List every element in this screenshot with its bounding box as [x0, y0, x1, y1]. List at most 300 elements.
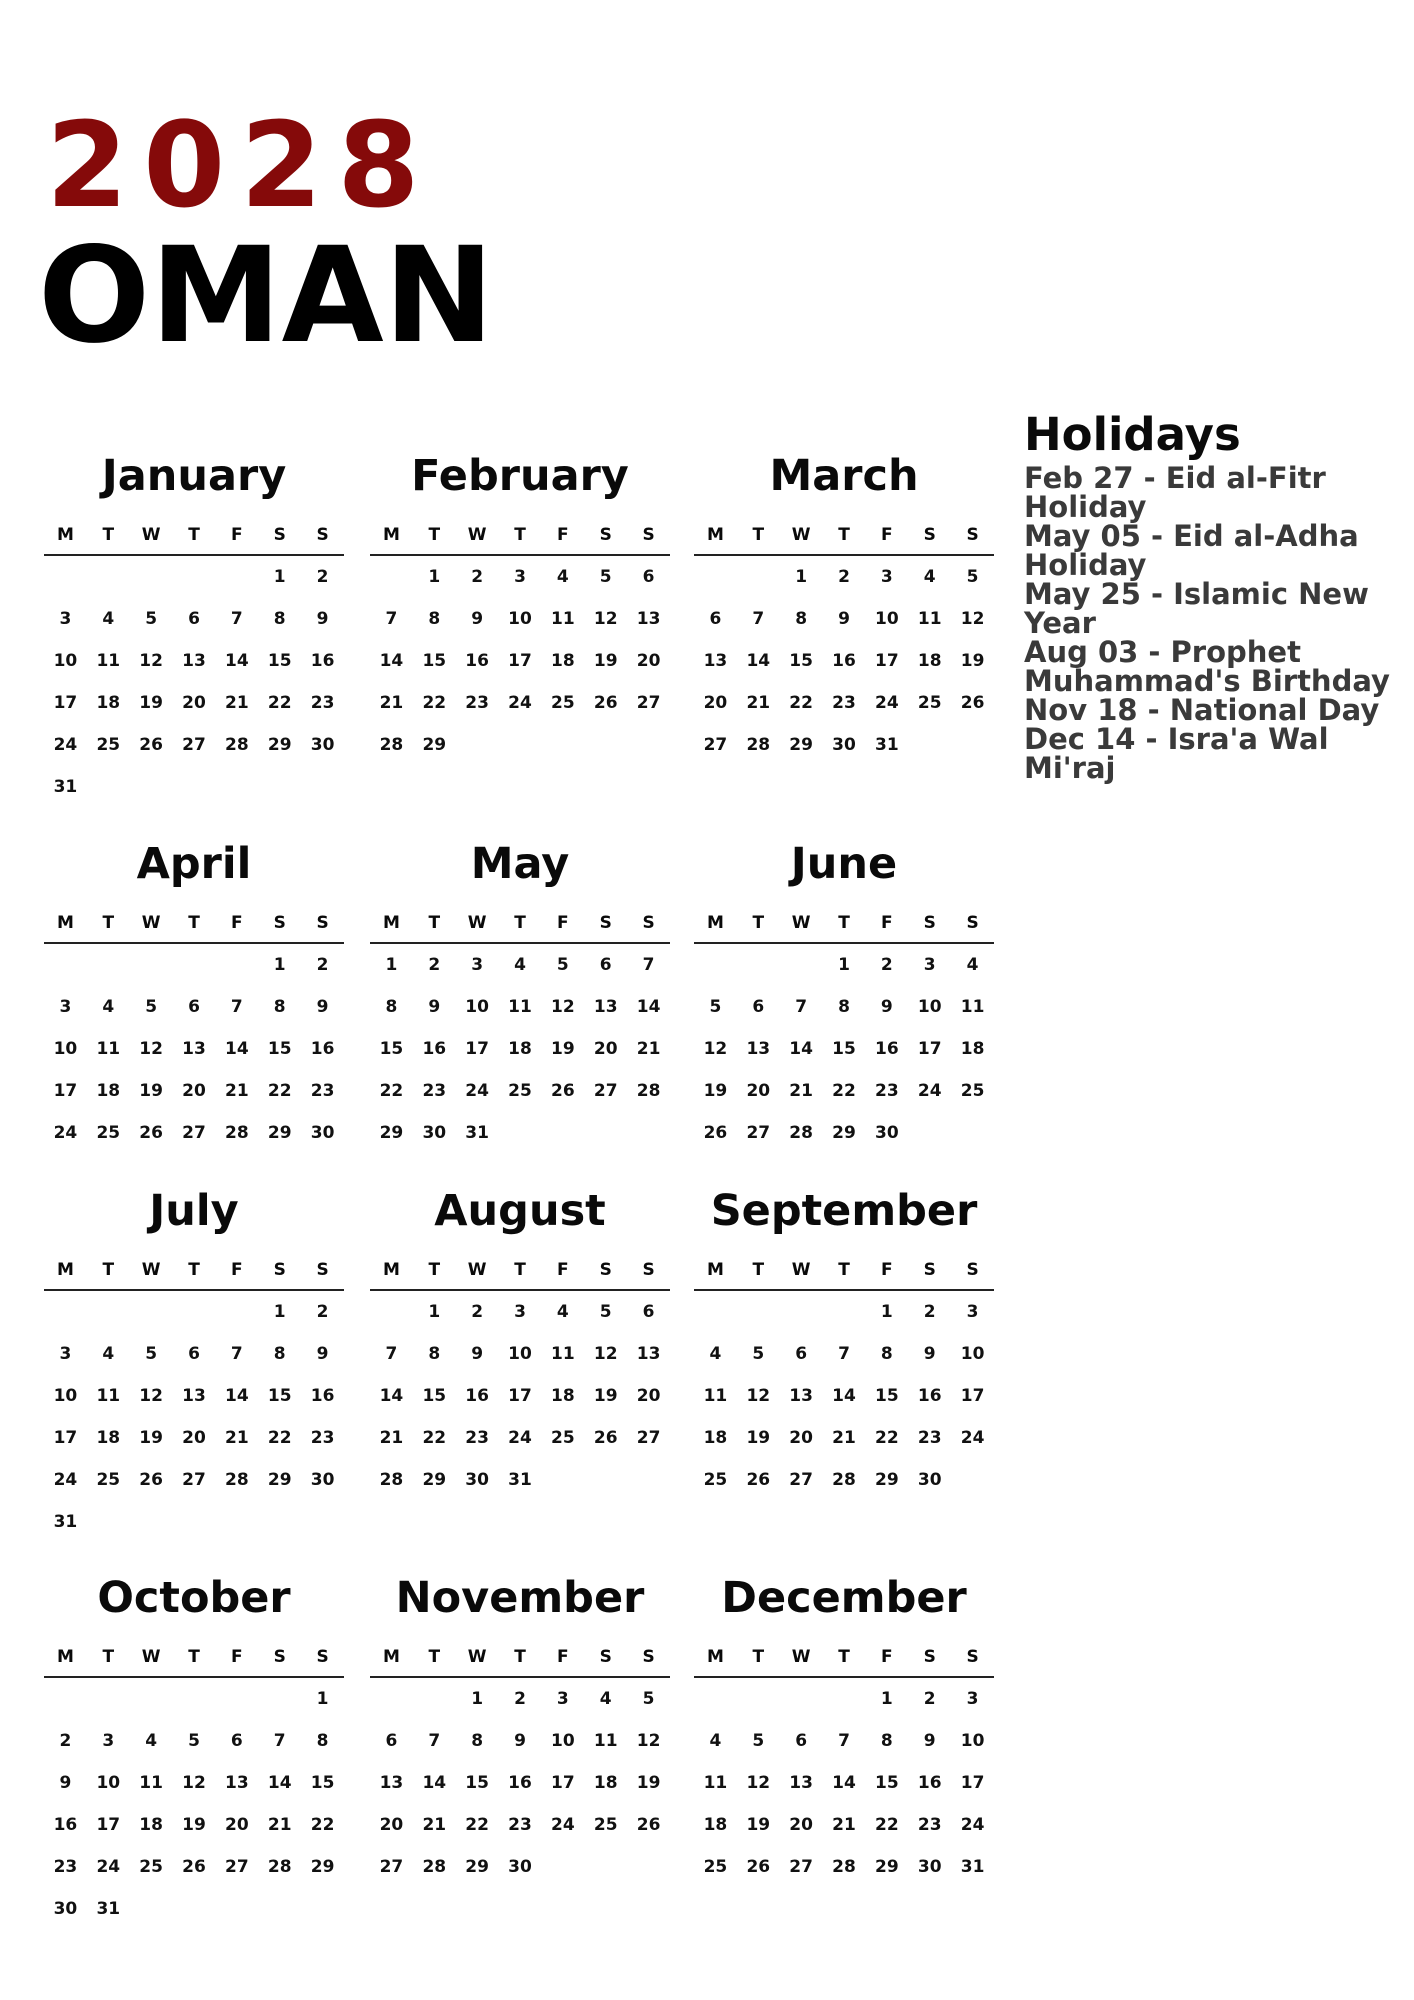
day-cell: 4	[145, 1731, 158, 1751]
day-cell: 21	[832, 1428, 856, 1448]
day-cell: 8	[838, 997, 850, 1017]
day-cell: 4	[966, 955, 979, 975]
day-cell: 30	[917, 1470, 942, 1490]
day-cell: 13	[636, 609, 661, 629]
day-cell: 4	[709, 1344, 722, 1364]
day-cell: 12	[139, 1386, 163, 1406]
day-grid	[370, 1678, 670, 1888]
weekday-header	[44, 1634, 344, 1678]
day-cell: 14	[422, 1773, 447, 1793]
weekday-label: W	[791, 1647, 811, 1667]
day-cell: 19	[746, 1428, 771, 1448]
empty-cell	[215, 1678, 258, 1720]
weekday-label: T	[838, 913, 850, 933]
day-cell: 31	[53, 777, 78, 797]
day-cell: 5	[556, 955, 569, 975]
weekday-label: M	[706, 1647, 724, 1667]
country-title: OMAN	[38, 219, 495, 373]
weekday-header	[694, 1247, 994, 1291]
weekday-label: W	[467, 1260, 487, 1280]
empty-cell	[780, 944, 823, 986]
day-cell: 8	[428, 1344, 441, 1364]
day-cell: 26	[746, 1470, 771, 1490]
empty-cell	[737, 1291, 780, 1333]
month-january	[44, 440, 344, 808]
day-grid	[370, 1291, 670, 1501]
day-cell: 12	[182, 1773, 206, 1793]
month-september	[694, 1175, 994, 1501]
day-cell: 18	[593, 1773, 618, 1793]
day-cell: 20	[182, 693, 206, 713]
empty-cell	[737, 556, 780, 598]
day-cell: 9	[838, 609, 850, 629]
day-cell: 27	[225, 1857, 249, 1877]
day-cell: 6	[752, 997, 765, 1017]
weekday-label: S	[273, 913, 286, 933]
day-cell: 18	[139, 1815, 163, 1835]
day-cell: 30	[422, 1123, 447, 1143]
month-may	[370, 828, 670, 1154]
empty-cell	[370, 1291, 413, 1333]
day-cell: 31	[960, 1857, 985, 1877]
weekday-label: T	[752, 913, 765, 933]
day-cell: 16	[875, 1039, 899, 1059]
day-cell: 3	[966, 1302, 979, 1322]
day-cell: 2	[316, 567, 329, 587]
day-cell: 7	[385, 609, 398, 629]
day-cell: 3	[102, 1731, 115, 1751]
day-grid	[694, 944, 994, 1154]
weekday-label: T	[188, 913, 200, 933]
day-cell: 15	[422, 1386, 447, 1406]
day-cell: 14	[225, 651, 249, 671]
month-name: October	[97, 1573, 291, 1623]
day-cell: 6	[709, 609, 722, 629]
day-cell: 1	[471, 1689, 484, 1709]
day-cell: 16	[917, 1386, 942, 1406]
day-cell: 14	[379, 1386, 404, 1406]
day-cell: 30	[465, 1470, 489, 1490]
day-cell: 20	[182, 1428, 206, 1448]
day-cell: 9	[428, 997, 441, 1017]
day-cell: 6	[188, 1344, 200, 1364]
day-cell: 24	[960, 1428, 985, 1448]
day-cell: 26	[551, 1081, 575, 1101]
weekday-label: S	[273, 1647, 286, 1667]
day-grid	[694, 556, 994, 766]
day-cell: 21	[422, 1815, 447, 1835]
weekday-label: M	[56, 1647, 74, 1667]
day-cell: 27	[593, 1081, 618, 1101]
day-cell: 13	[182, 1039, 206, 1059]
day-cell: 5	[145, 609, 158, 629]
day-cell: 7	[428, 1731, 441, 1751]
day-cell: 11	[551, 1344, 575, 1364]
day-cell: 16	[310, 1386, 335, 1406]
day-cell: 25	[96, 735, 121, 755]
day-cell: 16	[465, 1386, 489, 1406]
day-grid	[44, 1291, 344, 1543]
day-cell: 14	[636, 997, 661, 1017]
day-cell: 31	[465, 1123, 489, 1143]
day-cell: 21	[225, 1428, 249, 1448]
empty-cell	[87, 556, 130, 598]
day-cell: 24	[53, 1123, 78, 1143]
day-cell: 11	[96, 1039, 121, 1059]
day-cell: 12	[960, 609, 985, 629]
weekday-label: S	[642, 525, 655, 545]
day-grid	[370, 556, 670, 766]
day-cell: 6	[385, 1731, 398, 1751]
day-cell: 13	[379, 1773, 404, 1793]
weekday-label: F	[231, 525, 243, 545]
weekday-label: S	[642, 1647, 655, 1667]
day-cell: 16	[310, 1039, 335, 1059]
day-cell: 28	[789, 1123, 813, 1143]
day-cell: 28	[832, 1857, 856, 1877]
day-cell: 16	[422, 1039, 447, 1059]
day-cell: 4	[599, 1689, 612, 1709]
weekday-label: M	[706, 525, 724, 545]
month-name: August	[434, 1186, 606, 1236]
holidays-title: Holidays	[1024, 408, 1241, 461]
day-cell: 19	[139, 1081, 163, 1101]
day-cell: 25	[703, 1470, 728, 1490]
day-cell: 26	[593, 693, 618, 713]
month-name: July	[149, 1186, 239, 1236]
day-cell: 4	[556, 1302, 569, 1322]
day-cell: 26	[703, 1123, 728, 1143]
day-cell: 14	[225, 1039, 249, 1059]
day-cell: 21	[267, 1815, 292, 1835]
weekday-label: T	[752, 1647, 765, 1667]
weekday-header	[694, 512, 994, 556]
weekday-label: W	[141, 525, 161, 545]
weekday-label: F	[881, 913, 893, 933]
day-cell: 4	[102, 997, 115, 1017]
weekday-label: W	[791, 913, 811, 933]
weekday-label: W	[467, 525, 487, 545]
day-cell: 18	[551, 651, 575, 671]
day-cell: 20	[789, 1428, 813, 1448]
day-cell: 26	[593, 1428, 618, 1448]
day-cell: 19	[182, 1815, 206, 1835]
day-cell: 23	[310, 693, 335, 713]
day-grid	[44, 1678, 344, 1930]
day-cell: 1	[273, 1302, 286, 1322]
day-cell: 28	[225, 1123, 249, 1143]
day-cell: 12	[703, 1039, 728, 1059]
day-cell: 15	[422, 651, 447, 671]
day-cell: 22	[267, 1428, 292, 1448]
weekday-label: F	[881, 1647, 893, 1667]
weekday-label: F	[881, 1260, 893, 1280]
weekday-label: S	[599, 913, 612, 933]
day-cell: 9	[59, 1773, 72, 1793]
month-name: April	[136, 839, 252, 889]
weekday-label: F	[231, 1647, 243, 1667]
day-cell: 21	[746, 693, 771, 713]
day-cell: 4	[709, 1731, 722, 1751]
day-cell: 19	[636, 1773, 661, 1793]
day-cell: 23	[310, 1428, 335, 1448]
day-cell: 22	[267, 693, 292, 713]
day-cell: 31	[508, 1470, 532, 1490]
day-cell: 8	[428, 609, 441, 629]
empty-cell	[215, 944, 258, 986]
day-cell: 3	[966, 1689, 979, 1709]
day-cell: 22	[310, 1815, 335, 1835]
day-cell: 17	[53, 1081, 78, 1101]
weekday-label: F	[557, 525, 569, 545]
day-cell: 27	[789, 1857, 813, 1877]
day-cell: 12	[551, 997, 575, 1017]
day-cell: 24	[53, 735, 78, 755]
day-cell: 30	[310, 735, 335, 755]
day-cell: 21	[636, 1039, 661, 1059]
weekday-label: T	[514, 1260, 526, 1280]
day-cell: 27	[789, 1470, 813, 1490]
day-cell: 14	[267, 1773, 292, 1793]
day-cell: 23	[917, 1815, 942, 1835]
day-cell: 18	[508, 1039, 532, 1059]
weekday-label: M	[56, 913, 74, 933]
weekday-label: T	[838, 1647, 850, 1667]
day-cell: 17	[960, 1773, 985, 1793]
day-cell: 24	[53, 1470, 78, 1490]
weekday-label: T	[752, 1260, 765, 1280]
day-cell: 9	[514, 1731, 526, 1751]
weekday-header	[694, 1634, 994, 1678]
day-cell: 22	[875, 1815, 899, 1835]
day-cell: 31	[96, 1899, 121, 1919]
weekday-label: S	[599, 1647, 612, 1667]
day-cell: 8	[880, 1731, 893, 1751]
day-cell: 16	[832, 651, 856, 671]
weekday-header	[44, 900, 344, 944]
empty-cell	[173, 1678, 216, 1720]
day-cell: 14	[225, 1386, 249, 1406]
day-cell: 26	[960, 693, 985, 713]
month-july	[44, 1175, 344, 1543]
day-cell: 11	[703, 1773, 728, 1793]
day-cell: 30	[875, 1123, 899, 1143]
weekday-label: S	[966, 1260, 979, 1280]
day-cell: 15	[267, 651, 292, 671]
month-october	[44, 1562, 344, 1930]
day-cell: 22	[875, 1428, 899, 1448]
day-cell: 18	[703, 1815, 728, 1835]
month-february	[370, 440, 670, 766]
day-cell: 21	[832, 1815, 856, 1835]
empty-cell	[130, 1678, 173, 1720]
day-cell: 27	[636, 1428, 661, 1448]
weekday-label: S	[966, 525, 979, 545]
day-cell: 14	[832, 1386, 856, 1406]
month-name: January	[101, 451, 287, 501]
day-cell: 17	[465, 1039, 489, 1059]
day-cell: 1	[316, 1689, 329, 1709]
day-cell: 8	[273, 609, 286, 629]
day-cell: 22	[422, 1428, 447, 1448]
day-cell: 10	[53, 651, 78, 671]
day-cell: 18	[703, 1428, 728, 1448]
day-cell: 6	[642, 1302, 655, 1322]
day-cell: 25	[96, 1123, 121, 1143]
day-cell: 17	[875, 651, 899, 671]
day-cell: 20	[703, 693, 728, 713]
day-cell: 6	[795, 1344, 808, 1364]
day-cell: 10	[917, 997, 942, 1017]
weekday-label: W	[141, 1260, 161, 1280]
weekday-label: T	[428, 1647, 441, 1667]
holidays-list	[1024, 460, 1404, 785]
day-cell: 18	[96, 1081, 121, 1101]
weekday-label: M	[382, 1260, 400, 1280]
day-cell: 13	[182, 651, 206, 671]
day-cell: 7	[385, 1344, 398, 1364]
day-cell: 11	[551, 609, 575, 629]
day-cell: 15	[789, 651, 813, 671]
day-grid	[44, 944, 344, 1154]
day-cell: 30	[832, 735, 856, 755]
weekday-label: T	[838, 1260, 850, 1280]
day-cell: 29	[465, 1857, 489, 1877]
empty-cell	[258, 1678, 301, 1720]
day-cell: 29	[422, 1470, 447, 1490]
day-cell: 7	[838, 1344, 850, 1364]
day-cell: 13	[703, 651, 728, 671]
day-cell: 18	[96, 693, 121, 713]
day-cell: 3	[514, 1302, 526, 1322]
day-cell: 14	[789, 1039, 813, 1059]
empty-cell	[44, 944, 87, 986]
day-cell: 23	[832, 693, 856, 713]
day-cell: 28	[225, 1470, 249, 1490]
day-cell: 7	[230, 1344, 243, 1364]
empty-cell	[413, 1678, 456, 1720]
day-cell: 6	[599, 955, 612, 975]
day-cell: 20	[746, 1081, 771, 1101]
weekday-label: S	[923, 525, 936, 545]
day-cell: 17	[53, 693, 78, 713]
day-cell: 8	[880, 1344, 893, 1364]
day-cell: 24	[508, 693, 532, 713]
empty-cell	[823, 1291, 866, 1333]
day-cell: 1	[838, 955, 850, 975]
day-cell: 24	[917, 1081, 942, 1101]
weekday-label: F	[231, 913, 243, 933]
day-cell: 23	[875, 1081, 899, 1101]
day-cell: 16	[53, 1815, 78, 1835]
empty-cell	[87, 1678, 130, 1720]
day-cell: 24	[875, 693, 899, 713]
weekday-label: T	[752, 525, 765, 545]
day-cell: 10	[960, 1731, 985, 1751]
day-cell: 21	[789, 1081, 813, 1101]
day-cell: 3	[59, 1344, 72, 1364]
weekday-label: M	[382, 1647, 400, 1667]
day-cell: 25	[139, 1857, 163, 1877]
holidays-panel	[1024, 410, 1404, 783]
day-cell: 1	[428, 1302, 441, 1322]
day-cell: 7	[752, 609, 765, 629]
day-cell: 13	[182, 1386, 206, 1406]
weekday-label: S	[273, 525, 286, 545]
day-cell: 7	[230, 997, 243, 1017]
holiday-item: May 25 - Islamic New Year	[1024, 576, 1369, 640]
day-cell: 11	[96, 1386, 121, 1406]
day-cell: 11	[917, 609, 942, 629]
day-cell: 3	[471, 955, 484, 975]
day-cell: 28	[267, 1857, 292, 1877]
empty-cell	[130, 944, 173, 986]
day-cell: 19	[593, 1386, 618, 1406]
empty-cell	[780, 1678, 823, 1720]
day-cell: 8	[273, 1344, 286, 1364]
day-cell: 8	[316, 1731, 329, 1751]
day-cell: 23	[465, 1428, 489, 1448]
day-cell: 23	[917, 1428, 942, 1448]
weekday-label: S	[273, 1260, 286, 1280]
day-cell: 3	[59, 997, 72, 1017]
day-cell: 4	[923, 567, 936, 587]
day-cell: 5	[145, 997, 158, 1017]
day-cell: 2	[428, 955, 441, 975]
weekday-label: T	[102, 525, 115, 545]
weekday-label: T	[428, 525, 441, 545]
weekday-header	[44, 1247, 344, 1291]
day-cell: 31	[53, 1512, 78, 1532]
day-cell: 10	[96, 1773, 121, 1793]
day-cell: 23	[465, 693, 489, 713]
weekday-label: S	[599, 525, 612, 545]
day-cell: 3	[556, 1689, 569, 1709]
weekday-label: M	[382, 913, 400, 933]
day-cell: 8	[471, 1731, 484, 1751]
day-cell: 20	[789, 1815, 813, 1835]
day-cell: 9	[316, 997, 329, 1017]
day-cell: 29	[832, 1123, 856, 1143]
day-cell: 10	[508, 609, 532, 629]
day-cell: 12	[593, 1344, 618, 1364]
holiday-item: May 05 - Eid al-Adha Holiday	[1024, 518, 1359, 582]
day-cell: 14	[746, 651, 771, 671]
day-cell: 10	[508, 1344, 532, 1364]
empty-cell	[173, 1291, 216, 1333]
weekday-label: S	[316, 1647, 329, 1667]
weekday-label: M	[56, 1260, 74, 1280]
weekday-label: S	[642, 913, 655, 933]
day-cell: 24	[551, 1815, 575, 1835]
weekday-label: W	[141, 1647, 161, 1667]
day-cell: 29	[267, 735, 292, 755]
day-cell: 13	[636, 1344, 661, 1364]
day-cell: 19	[593, 651, 618, 671]
day-cell: 7	[230, 609, 243, 629]
empty-cell	[44, 556, 87, 598]
day-cell: 22	[422, 693, 447, 713]
day-cell: 22	[267, 1081, 292, 1101]
weekday-label: S	[966, 1647, 979, 1667]
day-cell: 9	[471, 1344, 484, 1364]
day-cell: 5	[599, 1302, 612, 1322]
empty-cell	[44, 1678, 87, 1720]
day-cell: 27	[379, 1857, 404, 1877]
day-cell: 17	[508, 651, 532, 671]
day-cell: 16	[917, 1773, 942, 1793]
day-cell: 18	[960, 1039, 985, 1059]
